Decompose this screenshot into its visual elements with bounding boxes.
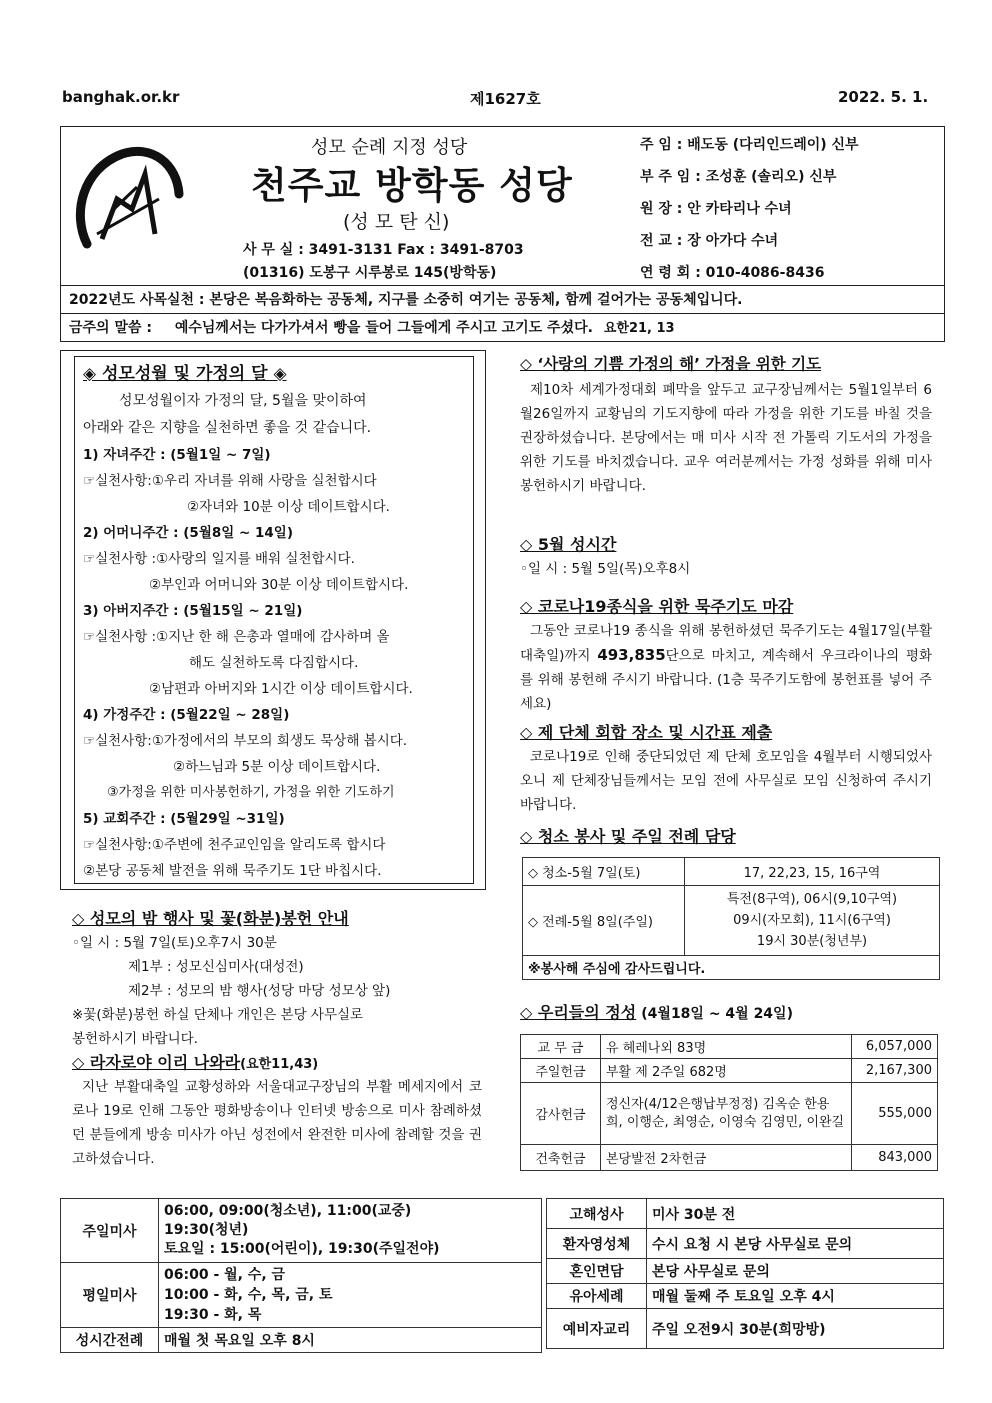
mary-week-5-action: ☞실천사항:①주변에 천주교인임을 알리도록 합시다	[83, 837, 386, 853]
sick-communion-label: 환자영성체	[547, 1229, 647, 1259]
table-row	[61, 1199, 542, 1263]
address: (01316) 도봉구 시루봉로 145(방학동)	[243, 265, 497, 281]
staff-sister-superior: 원 장 : 안 카타리나 수녀	[640, 201, 792, 217]
catechumen-label: 예비자교리	[547, 1309, 647, 1349]
confession-label: 고해성사	[547, 1199, 647, 1229]
parish-subtitle: 성모 순례 지정 성당	[311, 137, 468, 158]
staff-assistant: 부 주 임 : 조성훈 (솔리오) 신부	[640, 169, 837, 185]
groups-section	[520, 720, 932, 817]
service-liturgy-label: ◇ 전례-5월 8일(주일)	[523, 886, 685, 956]
rosary-text-post: 단으로 마치고, 계속해서 우크라이나의 평화를 위해 봉헌해 주시기 바랍니다. (1층 묵주기도함에 봉헌표를 넣어 주세요)	[520, 648, 932, 712]
sunday-mass-label: 주일미사	[61, 1199, 159, 1263]
word-text: 예수님께서는 다가가셔서 빵을 들어 그들에게 주시고 고기도 주셨다.	[174, 320, 593, 336]
sacrament-table	[546, 1198, 944, 1349]
mary-night-part-1: 제1부 : 성모신심미사(대성전)	[128, 959, 304, 975]
mary-night-title: ◇ 성모의 밤 행사 및 꽃(화분)봉헌 안내	[72, 909, 349, 928]
table-row	[521, 1059, 938, 1083]
rosary-count: 493,835	[597, 646, 666, 664]
sunday-mass-line-1: 06:00, 09:00(청소년), 11:00(교중)	[164, 1203, 412, 1219]
mary-intro-2: 아래와 같은 지향을 실천하면 좋을 것 같습니다.	[83, 420, 372, 436]
service-title: ◇ 청소 봉사 및 주일 전례 담당	[520, 827, 736, 846]
mary-week-2-action: ☞실천사항 :①사랑의 일지를 배워 실천합시다.	[83, 551, 355, 567]
service-table	[522, 857, 940, 980]
groups-text: 코로나19로 인해 중단되었던 제 단체 호모임을 4월부터 시행되었사오니 제 단체장님들께서는 모임 전에 사무실로 모임 신청하여 주시기 바랍니다.	[520, 749, 932, 813]
sunday-mass-line-2: 19:30(청년)	[164, 1222, 249, 1238]
offering-header	[520, 1000, 793, 1023]
mary-night-time: ◦일 시 : 5월 7일(토)오후7시 30분	[72, 935, 277, 951]
table-row	[521, 1083, 938, 1145]
table-row	[523, 858, 940, 886]
rosary-title: ◇ 코로나19종식을 위한 묵주기도 마감	[520, 597, 794, 616]
issue-date: 2022. 5. 1.	[838, 88, 929, 106]
table-row	[523, 956, 940, 980]
service-liturgy-line-2: 09시(자모회), 11시(6구역)	[733, 913, 891, 928]
weekday-mass-line-2: 10:00 - 화, 수, 목, 금, 토	[164, 1287, 333, 1303]
mary-week-4: 4) 가정주간 : (5월22일 ~ 28일)	[83, 707, 290, 723]
mary-title: ◈ 성모성월 및 가정의 달 ◈	[83, 364, 287, 384]
mary-week-3-action-cont: 해도 실천하도록 다짐합시다.	[189, 655, 359, 671]
issue-number: 제1627호	[470, 90, 541, 108]
offering-row-3-amount: 555,000	[852, 1083, 938, 1145]
parish-logo-icon	[67, 139, 187, 269]
offering-row-2-desc: 부활 제 2주일 682명	[601, 1059, 852, 1083]
mary-week-5-action-2: ②본당 공동체 발전을 위해 묵주기도 1단 바칩시다.	[83, 863, 382, 879]
confession-value: 미사 30분 전	[647, 1199, 944, 1229]
lazarus-section	[72, 1050, 482, 1171]
wedding-value: 본당 사무실로 문의	[647, 1259, 944, 1284]
infant-baptism-value: 매월 둘째 주 토요일 오후 4시	[647, 1284, 944, 1309]
staff-catechist: 전 교 : 장 아가다 수녀	[640, 233, 779, 249]
mary-week-4-action-2: ②하느님과 5분 이상 데이트합시다.	[173, 759, 381, 775]
mary-week-4-action-3: ③가정을 위한 미사봉헌하기, 가정을 위한 기도하기	[107, 785, 395, 800]
office-phone: 사 무 실 : 3491-3131 Fax : 3491-8703	[243, 242, 524, 258]
mary-night-part-2: 제2부 : 성모의 밤 행사(성당 마당 성모상 앞)	[128, 983, 391, 999]
mary-week-3: 3) 아버지주간 : (5월15일 ~ 21일)	[83, 603, 303, 619]
word-ref: 요한21, 13	[603, 321, 675, 336]
offering-table	[520, 1034, 938, 1171]
offering-row-4-amount: 843,000	[852, 1145, 938, 1171]
offering-row-2-amount: 2,167,300	[852, 1059, 938, 1083]
table-row	[547, 1259, 944, 1284]
holy-hour-section	[520, 532, 932, 581]
service-cleaning-label: ◇ 청소-5월 7일(토)	[523, 858, 685, 886]
mary-night-note: ※꽃(화분)봉헌 하실 단체나 개인은 본당 사무실로	[72, 1007, 364, 1023]
mary-month-box	[74, 356, 474, 884]
mary-week-3-action: ☞실천사항 :①지난 한 해 은총과 열매에 감사하며 올	[83, 629, 390, 645]
sunday-mass-line-3: 토요일 : 15:00(어린이), 19:30(주일전야)	[164, 1241, 440, 1257]
offering-row-1-desc: 유 헤레나외 83명	[601, 1035, 852, 1059]
mary-week-1-action: ☞실천사항:①우리 자녀를 위해 사랑을 실천합시다	[83, 473, 377, 489]
table-row	[521, 1035, 938, 1059]
wedding-label: 혼인면담	[547, 1259, 647, 1284]
offering-row-3-kind: 감사헌금	[521, 1083, 601, 1145]
rosary-text-pre: 그동안 코로나19 종식을 위해 봉헌하셨던 묵주기도는 4월17일(부활대축일)까지	[520, 623, 932, 664]
word-label: 금주의 말씀 :	[69, 320, 152, 336]
weekday-mass-line-3: 19:30 - 화, 목	[164, 1307, 262, 1323]
service-liturgy-line-3: 19시 30분(청년부)	[756, 934, 868, 949]
table-row	[523, 886, 940, 956]
offering-row-2-kind: 주일헌금	[521, 1059, 601, 1083]
mary-week-5: 5) 교회주간 : (5월29일 ~31일)	[83, 811, 285, 827]
service-cleaning-value: 17, 22,23, 15, 16구역	[685, 858, 940, 886]
table-row	[547, 1199, 944, 1229]
mass-schedule-table	[60, 1198, 542, 1353]
rosary-section	[520, 594, 932, 716]
table-row	[547, 1229, 944, 1259]
sick-communion-value: 수시 요청 시 본당 사무실로 문의	[647, 1229, 944, 1259]
offering-row-4-desc: 본당발전 2차헌금	[601, 1145, 852, 1171]
holy-hour-text: ◦일 시 : 5월 5일(목)오후8시	[520, 561, 691, 577]
mary-week-2: 2) 어머니주간 : (5월8일 ~ 14일)	[83, 525, 294, 541]
offering-row-3-desc: 정신자(4/12은행납부정정) 김옥순 한용희, 이행순, 최영순, 이영숙 김영민, 이완길	[601, 1083, 852, 1145]
mary-week-2-action-2: ②부인과 어머니와 30분 이상 데이트합시다.	[149, 577, 409, 593]
table-row	[521, 1145, 938, 1171]
mary-night-section	[72, 906, 482, 1051]
staff-pastor: 주 임 : 배도동 (다리인드레이) 신부	[640, 137, 859, 153]
offering-title: ◇ 우리들의 정성	[520, 1003, 637, 1022]
lazarus-ref: (요한11,43)	[240, 1057, 319, 1072]
family-prayer-section	[520, 352, 932, 498]
mary-week-4-action: ☞실천사항:①가정에서의 부모의 희생도 묵상해 봅시다.	[83, 733, 408, 749]
mary-night-note-2: 봉헌하시기 바랍니다.	[72, 1031, 198, 1047]
weekday-mass-line-1: 06:00 - 월, 수, 금	[164, 1267, 286, 1283]
weekly-word	[60, 314, 945, 342]
table-row	[547, 1309, 944, 1349]
holy-hour-liturgy-label: 성시간전례	[61, 1328, 159, 1353]
parish-subtitle-2: (성 모 탄 신)	[343, 211, 450, 233]
holy-hour-liturgy-value: 매월 첫 목요일 오후 8시	[159, 1328, 542, 1353]
service-liturgy-line-1: 특전(8구역), 06시(9,10구역)	[726, 892, 898, 907]
mary-week-3-action-2: ②남편과 아버지와 1시간 이상 데이트합시다.	[149, 681, 413, 697]
service-thanks: ※봉사해 주심에 감사드립니다.	[523, 956, 940, 980]
parish-title: 천주교 방학동 성당	[251, 164, 573, 207]
lazarus-text: 지난 부활대축일 교황성하와 서울대교구장님의 부활 메세지에서 코로나 19로 인해 그동안 평화방송이나 인터넷 방송으로 미사 참례하셨던 분들에게 방송 미사가 아닌 성전에서 완전한 미사에 참례할 것을 권고하셨습니다.	[72, 1079, 482, 1167]
family-prayer-text: 제10차 세계가정대회 폐막을 앞두고 교구장님께서는 5월1일부터 6월26일까지 교황님의 기도지향에 따라 가정을 위한 기도를 바칠 것을 권장하셨습니다. 본당에서는 매 미사 시작 전 가톨릭 기도서의 가정을 위한 기도를 바치겠습니다. 교우 여러분께서는 가정 성화를 위해 미사 봉헌하시기 바랍니다.	[520, 382, 932, 494]
infant-baptism-label: 유아세례	[547, 1284, 647, 1309]
table-row	[61, 1263, 542, 1328]
catechumen-value: 주일 오전9시 30분(희망방)	[647, 1309, 944, 1349]
site-url: banghak.or.kr	[62, 88, 180, 106]
mary-week-1: 1) 자녀주간 : (5월1일 ~ 7일)	[83, 447, 271, 463]
mary-week-1-action-2: ②자녀와 10분 이상 데이트합시다.	[187, 499, 390, 515]
offering-row-4-kind: 건축헌금	[521, 1145, 601, 1171]
weekday-mass-label: 평일미사	[61, 1263, 159, 1328]
lazarus-title: ◇ 라자로야 이리 나와라	[72, 1053, 241, 1072]
groups-title: ◇ 제 단체 회합 장소 및 시간표 제출	[520, 723, 773, 742]
rosary-text	[520, 619, 932, 716]
staff-funeral-phone: 연 령 회 : 010-4086-8436	[640, 265, 825, 281]
offering-row-1-kind: 교 무 금	[521, 1035, 601, 1059]
offering-row-1-amount: 6,057,000	[852, 1035, 938, 1059]
mary-intro-1: 성모성월이자 가정의 달, 5월을 맞이하여	[119, 393, 367, 409]
pastoral-goal: 2022년도 사목실천 : 본당은 복음화하는 공동체, 지구를 소중히 여기는 공동체, 함께 걸어가는 공동체입니다.	[60, 286, 945, 314]
family-prayer-title: ◇ ‘사랑의 기쁨 가정의 해’ 가정을 위한 기도	[520, 355, 822, 373]
offering-period: (4월18일 ~ 4월 24일)	[641, 1006, 793, 1022]
table-row	[547, 1284, 944, 1309]
table-row	[61, 1328, 542, 1353]
holy-hour-title: ◇ 5월 성시간	[520, 535, 617, 554]
